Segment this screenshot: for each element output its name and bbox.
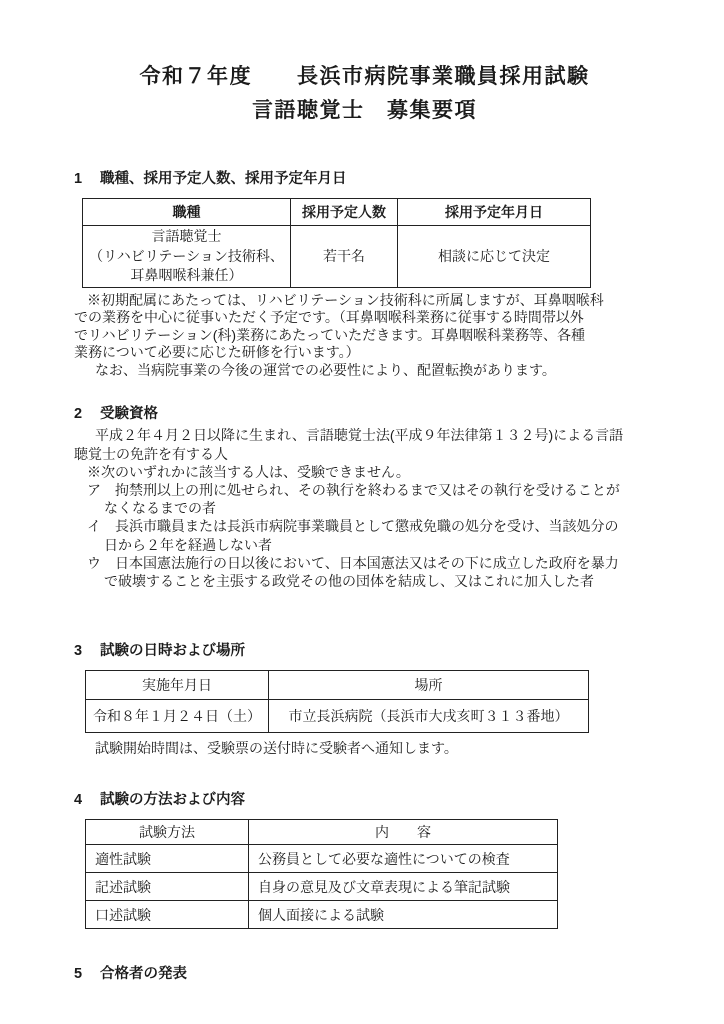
section-3-number: 3 [74,643,83,660]
exam-method-cell: 口述試験 [86,901,249,929]
eligibility-line: ※次のいずれかに該当する人は、受験できません。 [87,463,410,480]
section-2-heading [74,405,655,423]
section-1-heading [74,170,655,188]
positions-table-header-date: 採用予定年月日 [398,199,591,226]
exam-date-cell: 令和８年１月２４日（土） [86,700,269,733]
positions-table-header-hires: 採用予定人数 [291,199,398,226]
exam-schedule-row [86,700,589,733]
eligibility-line: 日から２年を経過しない者 [104,536,272,553]
section-3 [74,642,655,757]
exam-place-cell: 市立長浜病院（長浜市大戌亥町３１３番地） [269,700,589,733]
note-line: ※初期配属にあたっては、リハビリテーション技術科に所属しますが、耳鼻咽喉科 [87,291,604,308]
note-line: なお、当病院事業の今後の運営での必要性により、配置転換があります。 [95,361,556,378]
section-3-heading [74,642,655,660]
document-title-line-2: 言語聴覚士 募集要項 [252,99,477,122]
exam-start-time-note: 試験開始時間は、受験票の送付時に受験者へ通知します。 [95,740,458,757]
section-5 [74,965,655,983]
eligibility-line: で破壊することを主張する政党その他の団体を結成し、又はこれに加入した者 [104,573,594,590]
exam-method-table [85,819,558,929]
note-line: 業務について必要に応じた研修を行います。） [74,344,360,361]
exam-content-cell: 公務員として必要な適性についての検査 [249,845,558,873]
exam-place-header: 場所 [269,671,589,700]
section-1-title: 職種、採用予定人数、採用予定年月日 [100,171,347,187]
job-title-line-3: 耳鼻咽喉科兼任） [130,267,243,283]
planned-hires-cell: 若干名 [291,226,398,288]
section-1-number: 1 [74,171,83,187]
section-2 [74,405,655,590]
positions-table-row [83,226,591,288]
exam-method-row [86,873,558,901]
job-title-line-2: （リハビリテーション技術科、 [89,247,284,264]
exam-date-header: 実施年月日 [86,671,269,700]
document-title [74,60,655,128]
exam-method-header-row [86,820,558,845]
exam-schedule-table [85,670,589,733]
exam-method-row [86,901,558,929]
hire-date-cell: 相談に応じて決定 [398,226,591,288]
exam-content-cell: 自身の意見及び文章表現による筆記試験 [249,873,558,901]
section-4-number: 4 [74,792,83,809]
exam-method-header: 試験方法 [86,820,249,845]
note-line: での業務を中心に従事いただく予定です。（耳鼻咽喉科業務に従事する時間帯以外 [74,309,584,326]
exam-schedule-header-row [86,671,589,700]
section-3-title: 試験の日時および場所 [100,643,245,660]
job-title-cell [83,226,291,288]
positions-table-header-row [83,199,591,226]
exam-method-cell: 適性試験 [86,845,249,873]
section-4-heading [74,791,655,809]
eligibility-line: 聴覚士の免許を有する人 [74,445,228,462]
eligibility-text [74,426,655,590]
section-4-title: 試験の方法および内容 [100,792,245,809]
exam-content-cell: 個人面接による試験 [249,901,558,929]
eligibility-line: 平成２年４月２日以降に生まれ、言語聴覚士法(平成９年法律第１３２号)による言語 [95,427,624,444]
section-5-number: 5 [74,966,83,983]
eligibility-line: ウ 日本国憲法施行の日以後において、日本国憲法又はその下に成立した政府を暴力 [87,554,619,571]
eligibility-line: なくなるまでの者 [104,500,216,517]
document-title-line-1: 令和７年度 長浜市病院事業職員採用試験 [139,65,590,88]
section-1-note [74,292,655,380]
section-2-title: 受験資格 [100,406,158,423]
section-4 [74,791,655,929]
section-5-heading [74,965,655,983]
positions-table [82,198,591,288]
exam-content-header: 内 容 [249,820,558,845]
eligibility-line: ア 拘禁刑以上の刑に処せられ、その執行を終わるまで又はその執行を受けることが [87,482,620,499]
eligibility-line: イ 長浜市職員または長浜市病院事業職員として懲戒免職の処分を受け、当該処分の [87,518,619,535]
exam-method-cell: 記述試験 [86,873,249,901]
job-title-line-1: 言語聴覚士 [151,228,222,244]
section-2-number: 2 [74,406,83,423]
section-1 [74,170,655,379]
exam-method-row [86,845,558,873]
positions-table-header-job: 職種 [83,199,291,226]
section-5-title: 合格者の発表 [100,966,187,983]
note-line: でリハビリテーション(科)業務にあたっていただきます。耳鼻咽喉科業務等、各種 [74,326,585,343]
